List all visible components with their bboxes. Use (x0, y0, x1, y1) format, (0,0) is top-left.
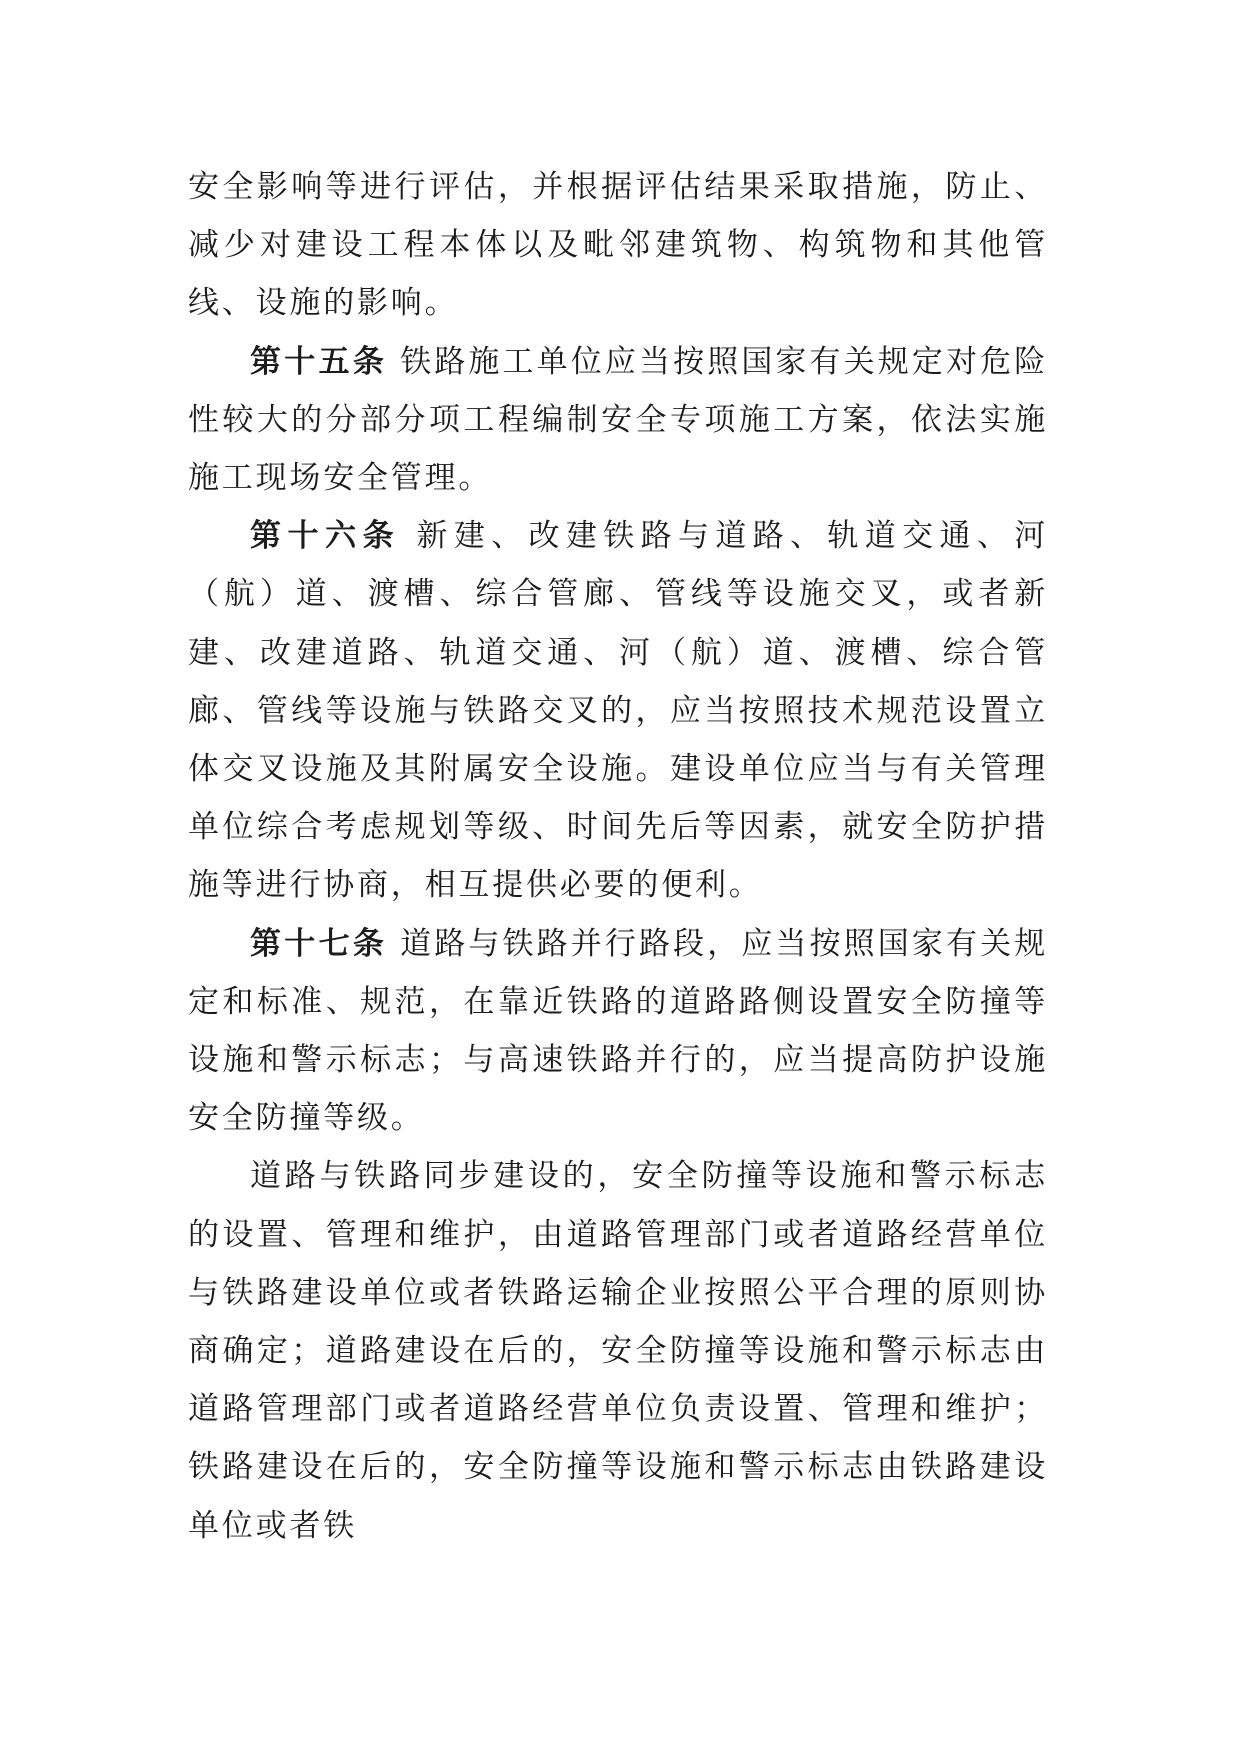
article-16-paragraph (188, 507, 1048, 914)
paragraph-text: 道路与铁路同步建设的，安全防撞等设施和警示标志的设置、管理和维护，由道路管理部门或者道路经营单位与铁路建设单位或者铁路运输企业按照公平合理的原则协商确定；道路建设在后的，安全防撞等设施和警示标志由道路管理部门或者道路经营单位负责设置、管理和维护；铁路建设在后的，安全防撞等设施和警示标志由铁路建设单位或者铁 (188, 1158, 1048, 1544)
document-body (188, 158, 1048, 1555)
article-number: 第十五条 (250, 343, 388, 380)
article-17-second-paragraph (188, 1147, 1048, 1554)
paragraph-text: 铁路施工单位应当按照国家有关规定对危险性较大的分部分项工程编制安全专项施工方案，依法实施施工现场安全管理。 (188, 343, 1049, 497)
paragraph-continuation (188, 158, 1048, 333)
article-number: 第十六条 (250, 518, 401, 555)
article-number: 第十七条 (250, 925, 388, 962)
paragraph-text: 新建、改建铁路与道路、轨道交通、河（航）道、渡槽、综合管廊、管线等设施交叉，或者新建、改建道路、轨道交通、河（航）道、渡槽、综合管廊、管线等设施与铁路交叉的，应当按照技术规范设置立体交叉设施及其附属安全设施。建设单位应当与有关管理单位综合考虑规划等级、时间先后等因素，就安全防护措施等进行协商，相互提供必要的便利。 (188, 518, 1049, 904)
paragraph-text: 道路与铁路并行路段，应当按照国家有关规定和标准、规范，在靠近铁路的道路路侧设置安全防撞等设施和警示标志；与高速铁路并行的，应当提高防护设施安全防撞等级。 (188, 925, 1049, 1137)
article-17-paragraph (188, 915, 1048, 1148)
paragraph-text: 安全影响等进行评估，并根据评估结果采取措施，防止、减少对建设工程本体以及毗邻建筑物、构筑物和其他管线、设施的影响。 (188, 169, 1048, 322)
article-15-paragraph (188, 333, 1048, 508)
